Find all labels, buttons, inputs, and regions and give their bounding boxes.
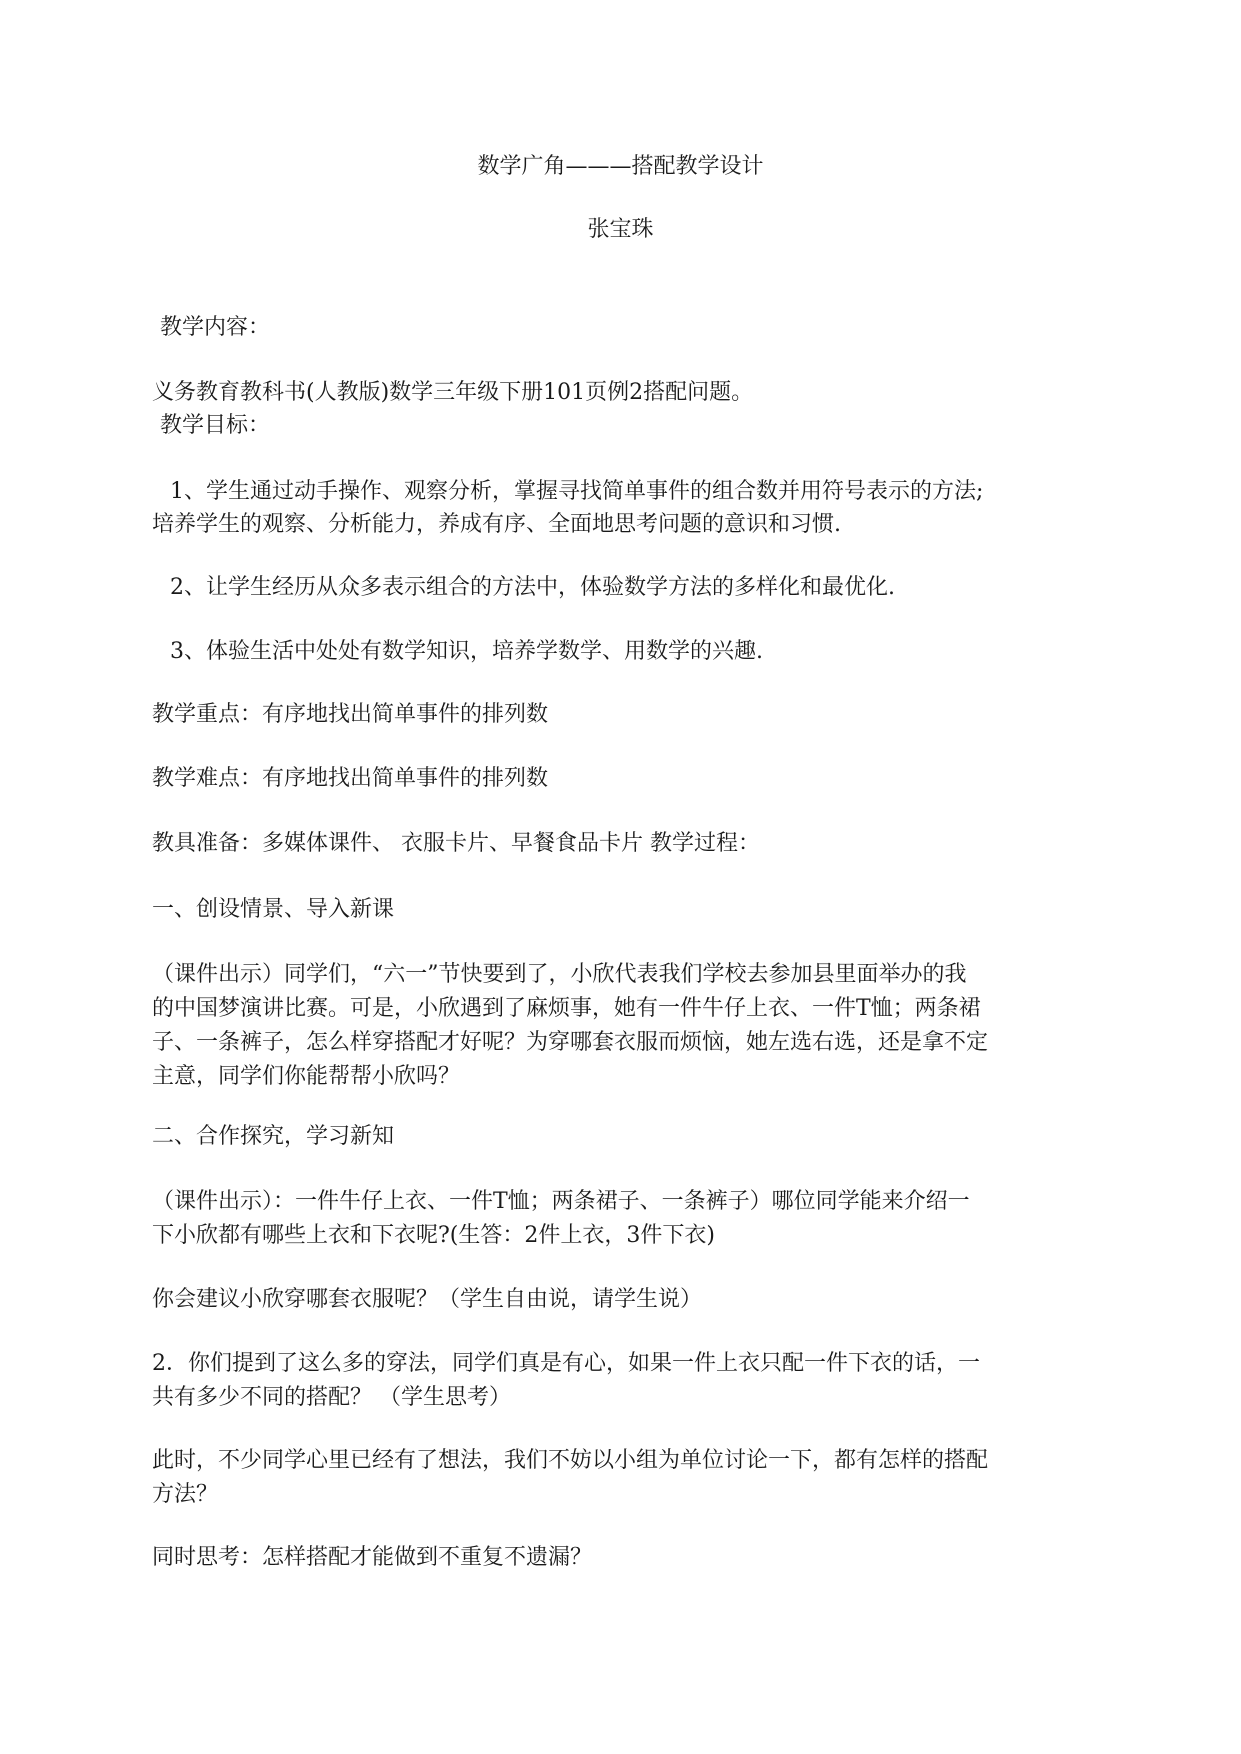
goal-3: 3、体验生活中处处有数学知识，培养学数学、用数学的兴趣. [170,639,763,664]
discuss-paragraph [152,1444,1102,1512]
question-2-line: 2．你们提到了这么多的穿法，同学们真是有心，如果一件上衣只配一件下衣的话，一 [152,1351,980,1376]
section-1-paragraph [152,958,1102,1094]
section-2-line: （课件出示）：一件牛仔上衣、一件T恤；两条裙子、一条裤子）哪位同学能来介绍一 [152,1189,970,1214]
goal-1-line-2: 培养学生的观察、分析能力，养成有序、全面地思考问题的意识和习惯. [152,512,841,537]
section-1-line: 子、一条裤子，怎么样穿搭配才好呢？为穿哪套衣服而烦恼，她左选右选，还是拿不定 [152,1030,989,1055]
section-1-line: 主意，同学们你能帮帮小欣吗？ [152,1064,461,1089]
materials: 教具准备：多媒体课件、 衣服卡片、早餐食品卡片 教学过程： [152,831,760,856]
section-2-heading: 二、合作探究，学习新知 [152,1124,395,1149]
content-text: 义务教育教科书(人教版)数学三年级下册101页例2搭配问题。 [152,380,754,405]
document-title: 数学广角———搭配教学设计 [477,154,764,179]
key-point: 教学重点：有序地找出简单事件的排列数 [152,702,549,727]
goal-1-line-1: 1、学生通过动手操作、观察分析，掌握寻找简单事件的组合数并用符号表示的方法; [170,479,984,504]
section-1-line: （课件出示）同学们，“六一”节快要到了，小欣代表我们学校去参加县里面举办的我 [152,962,967,987]
author-name: 张宝珠 [587,217,654,242]
think-line: 同时思考：怎样搭配才能做到不重复不遗漏？ [152,1545,593,1570]
goals-heading: 教学目标： [160,413,271,438]
section-1-line: 的中国梦演讲比赛。可是，小欣遇到了麻烦事，她有一件牛仔上衣、一件T恤；两条裙 [152,996,981,1021]
difficulty: 教学难点：有序地找出简单事件的排列数 [152,766,549,791]
section-2-line: 下小欣都有哪些上衣和下衣呢?(生答：2件上衣，3件下衣) [152,1223,715,1248]
question-2-line: 共有多少不同的搭配？ （学生思考） [152,1385,511,1410]
goal-2: 2、让学生经历从众多表示组合的方法中，体验数学方法的多样化和最优化. [170,575,895,600]
section-1-heading: 一、创设情景、导入新课 [152,897,395,922]
suggest-line: 你会建议小欣穿哪套衣服呢？（学生自由说，请学生说） [152,1287,703,1312]
section-2-paragraph [152,1185,1102,1253]
discuss-line: 此时，不少同学心里已经有了想法，我们不妨以小组为单位讨论一下，都有怎样的搭配 [152,1448,989,1473]
question-2-paragraph [152,1347,1102,1415]
content-heading: 教学内容： [160,315,271,340]
discuss-line: 方法？ [152,1482,219,1507]
